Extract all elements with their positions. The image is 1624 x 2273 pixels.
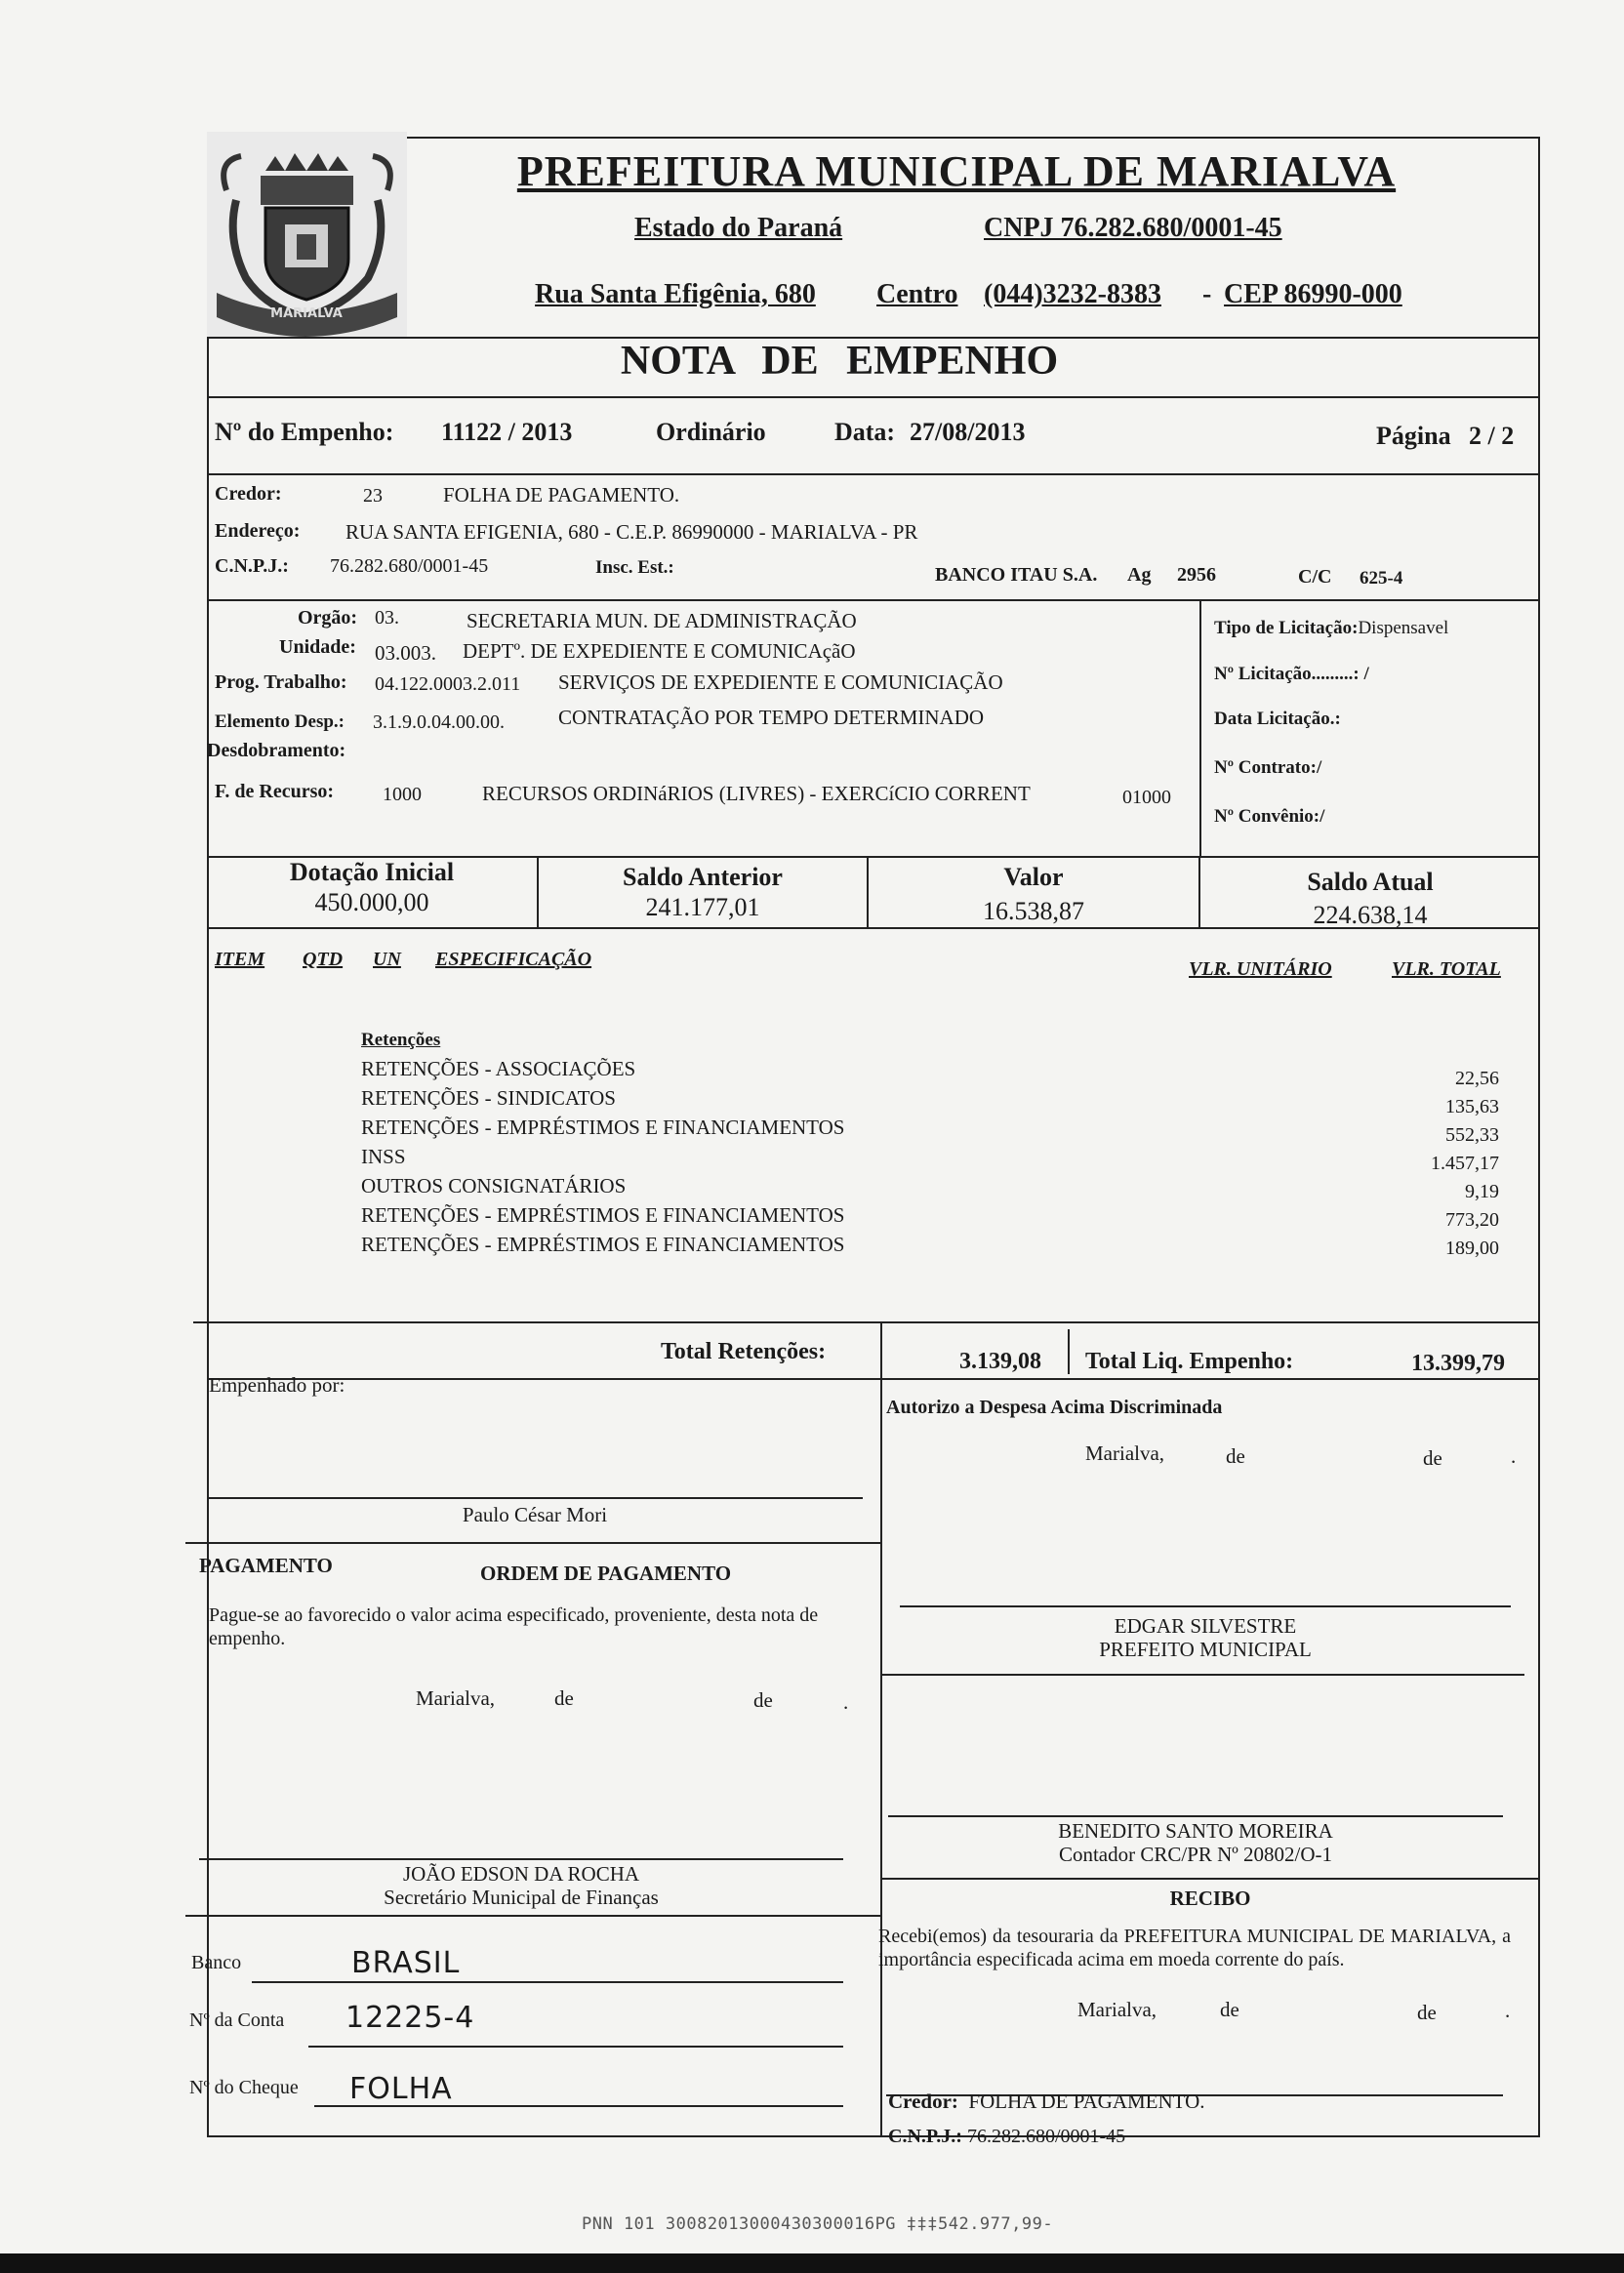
scan-edge	[0, 2253, 1624, 2273]
recibo-cnpj	[888, 2126, 1125, 2148]
recurso-sub: 01000	[1122, 787, 1171, 808]
divider	[185, 1915, 880, 1917]
prefeito-title: PREFEITO MUNICIPAL	[1099, 1638, 1312, 1661]
bank-cc: 625-4	[1360, 568, 1403, 589]
divider	[207, 396, 1540, 398]
divider	[1068, 1329, 1070, 1374]
credor-code: 23	[363, 485, 383, 507]
divider	[207, 1378, 1540, 1380]
total-liquido-label: Total Liq. Empenho:	[1085, 1349, 1294, 1374]
recurso-code: 1000	[383, 784, 422, 805]
total-liquido-value: 13.399,79	[1411, 1351, 1505, 1376]
conta-line	[308, 2046, 843, 2048]
empenho-number: 11122 / 2013	[441, 418, 573, 446]
prog-code: 04.122.0003.2.011	[375, 673, 521, 695]
bank-cc-label: C/C	[1298, 566, 1332, 588]
retencao-value: 189,00	[1445, 1238, 1499, 1259]
retencoes-title: Retenções	[361, 1030, 441, 1050]
secretario-name: JOÃO EDSON DA ROCHA	[402, 1862, 640, 1886]
retencoes-values	[1366, 1068, 1499, 1266]
conta-label: Nº da Conta	[189, 2009, 285, 2031]
recibo-text: Recebi(emos) da tesouraria da PREFEITURA MUNICIPAL DE MARIALVA, a importância especificada acima em moeda corrente do país.	[878, 1926, 1511, 1970]
divider	[207, 599, 1540, 601]
total-retencoes-value: 3.139,08	[959, 1349, 1041, 1374]
page-label: Página	[1376, 422, 1451, 450]
cheque-value: FOLHA	[349, 2072, 453, 2106]
retencao-value: 22,56	[1455, 1068, 1499, 1089]
empenho-type: Ordinário	[656, 418, 766, 446]
licitacao-tipo-value: Dispensavel	[1358, 618, 1449, 638]
recibo-credor-name: FOLHA DE PAGAMENTO.	[968, 2090, 1205, 2113]
recibo-cnpj-value: 76.282.680/0001-45	[966, 2126, 1126, 2147]
header-title: PREFEITURA MUNICIPAL DE MARIALVA	[516, 147, 1397, 195]
autorizo-period: .	[1511, 1444, 1517, 1468]
unidade-label: Unidade:	[279, 636, 356, 658]
empenhado-name: Paulo César Mori	[462, 1503, 608, 1526]
signature-line	[207, 1497, 863, 1499]
saldo-atual-value: 224.638,14	[1313, 901, 1428, 929]
credor-label: Credor:	[215, 483, 282, 505]
orgao-label: Orgão:	[298, 607, 358, 629]
divider	[185, 1542, 880, 1544]
header-state: Estado do Paraná	[634, 213, 843, 243]
retencao-value: 1.457,17	[1431, 1153, 1499, 1174]
recibo-credor-label: Credor:	[888, 2090, 958, 2113]
ordem-label: ORDEM DE PAGAMENTO	[480, 1562, 732, 1585]
dotacao-label: Dotação Inicial	[289, 858, 455, 886]
prog-label: Prog. Trabalho:	[215, 671, 347, 693]
divider	[207, 473, 1540, 475]
retencao-item: RETENÇÕES - EMPRÉSTIMOS E FINANCIAMENTOS	[361, 1116, 845, 1139]
header-cnpj: CNPJ 76.282.680/0001-45	[984, 213, 1282, 243]
pagamento-de1: de	[554, 1686, 574, 1710]
col-qtd: QTD	[303, 949, 344, 970]
conta-value: 12225-4	[345, 2001, 475, 2035]
credor-cnpj-label: C.N.P.J.:	[215, 555, 289, 577]
unidade-name: DEPTº. DE EXPEDIENTE E COMUNICAçãO	[463, 639, 856, 663]
divider	[880, 1878, 1540, 1880]
bank-ag: 2956	[1177, 564, 1216, 586]
autorizo-place: Marialva,	[1085, 1441, 1165, 1465]
divider	[880, 1321, 882, 1380]
valor-label: Valor	[1003, 863, 1064, 891]
credor-name: FOLHA DE PAGAMENTO.	[443, 483, 680, 507]
licitacao-tipo-label: Tipo de Licitação:	[1214, 618, 1359, 638]
licitacao-number: Nº Licitação.........: /	[1214, 664, 1369, 684]
credor-cnpj: 76.282.680/0001-45	[330, 555, 489, 577]
total-retencoes-label: Total Retenções:	[661, 1339, 827, 1364]
footer-code: PNN 101 30082013000430300016PG ‡‡‡542.977,99-	[582, 2214, 1054, 2234]
divider	[880, 1674, 1524, 1676]
page-number: 2 / 2	[1469, 422, 1515, 450]
signature-line	[199, 1858, 843, 1860]
header-dash: -	[1202, 279, 1212, 309]
empenho-date: 27/08/2013	[910, 418, 1026, 446]
bank-ag-label: Ag	[1127, 564, 1152, 586]
header-street: Rua Santa Efigênia, 680	[535, 279, 816, 309]
orgao-name: SECRETARIA MUN. DE ADMINISTRAÇÃO	[467, 609, 857, 632]
licitacao-tipo	[1214, 618, 1448, 639]
pagamento-de2: de	[753, 1688, 773, 1712]
recibo-credor	[888, 2090, 1205, 2114]
svg-text:MARIALVA: MARIALVA	[270, 306, 343, 321]
retencao-value: 9,19	[1465, 1181, 1499, 1202]
coat-of-arms-logo	[207, 132, 407, 337]
recurso-name: RECURSOS ORDINáRIOS (LIVRES) - EXERCíCIO CORRENT	[482, 782, 1031, 805]
secretario-title: Secretário Municipal de Finanças	[384, 1886, 659, 1909]
desdobramento-label: Desdobramento:	[207, 740, 346, 761]
prefeito-name: EDGAR SILVESTRE	[1114, 1614, 1297, 1638]
recibo-de2: de	[1417, 2001, 1437, 2024]
autorizo-text: Autorizo a Despesa Acima Discriminada	[886, 1397, 1223, 1418]
retencao-value: 773,20	[1445, 1209, 1499, 1231]
saldo-anterior-label: Saldo Anterior	[623, 863, 783, 891]
elemento-label: Elemento Desp.:	[215, 711, 345, 732]
dotacao-value: 450.000,00	[314, 888, 429, 916]
endereco-label: Endereço:	[215, 520, 301, 542]
divider	[193, 1321, 1540, 1323]
retencao-item: RETENÇÕES - ASSOCIAÇÕES	[361, 1057, 636, 1080]
unidade-code: 03.003.	[375, 641, 436, 665]
orgao-code: 03.	[375, 607, 399, 629]
bank-name: BANCO ITAU S.A.	[935, 564, 1098, 586]
elemento-name: CONTRATAÇÃO POR TEMPO DETERMINADO	[558, 706, 985, 729]
col-spec: ESPECIFICAÇÃO	[435, 949, 592, 970]
recurso-label: F. de Recurso:	[215, 781, 335, 802]
pagamento-period: .	[843, 1690, 849, 1714]
col-total-value: VLR. TOTAL	[1392, 958, 1501, 980]
retencao-item: RETENÇÕES - EMPRÉSTIMOS E FINANCIAMENTOS	[361, 1233, 845, 1256]
header-cep: CEP 86990-000	[1224, 279, 1402, 309]
contador-title: Contador CRC/PR Nº 20802/O-1	[1058, 1843, 1333, 1866]
recibo-cnpj-label: C.N.P.J.:	[888, 2126, 962, 2147]
col-item: ITEM	[215, 949, 265, 970]
retencao-value: 135,63	[1445, 1096, 1499, 1117]
retencao-item: INSS	[361, 1145, 406, 1168]
retencao-item: RETENÇÕES - EMPRÉSTIMOS E FINANCIAMENTOS	[361, 1203, 845, 1227]
header-district: Centro	[876, 279, 958, 309]
recibo-title: RECIBO	[1169, 1887, 1251, 1910]
retencao-value: 552,33	[1445, 1124, 1499, 1146]
saldo-anterior-value: 241.177,01	[645, 893, 760, 921]
recibo-de1: de	[1220, 1998, 1239, 2021]
header-phone: (044)3232-8383	[984, 279, 1161, 309]
recibo-place: Marialva,	[1077, 1998, 1157, 2021]
retencao-item: OUTROS CONSIGNATÁRIOS	[361, 1174, 627, 1197]
retencao-item: RETENÇÕES - SINDICATOS	[361, 1086, 616, 1110]
empenho-date-label: Data:	[834, 418, 896, 446]
signature-line	[900, 1605, 1511, 1607]
prog-name: SERVIÇOS DE EXPEDIENTE E COMUNICIAÇÃO	[558, 670, 1003, 694]
pagamento-label: PAGAMENTO	[199, 1554, 333, 1577]
insc-est-label: Insc. Est.:	[595, 557, 674, 578]
retencoes-list	[361, 1057, 844, 1262]
empenho-number-label: Nº do Empenho:	[215, 418, 394, 446]
elemento-code: 3.1.9.0.04.00.00.	[373, 711, 505, 733]
col-un: UN	[373, 949, 401, 970]
doc-title: NOTA DE EMPENHO	[620, 339, 1059, 384]
convenio-number: Nº Convênio:/	[1214, 806, 1325, 827]
endereco: RUA SANTA EFIGENIA, 680 - C.E.P. 86990000 - MARIALVA - PR	[345, 520, 918, 544]
pague-text: Pague-se ao favorecido o valor acima especificado, proveniente, desta nota de empenho.	[209, 1604, 819, 1649]
saldo-atual-label: Saldo Atual	[1307, 868, 1434, 896]
autorizo-de1: de	[1226, 1444, 1245, 1468]
divider	[1199, 599, 1201, 857]
autorizo-de2: de	[1423, 1446, 1442, 1470]
contrato-number: Nº Contrato:/	[1214, 757, 1322, 778]
banco-value: BRASIL	[351, 1946, 461, 1980]
contador-name: BENEDITO SANTO MOREIRA	[1058, 1819, 1333, 1843]
cheque-label: Nº do Cheque	[189, 2077, 299, 2098]
col-unit-value: VLR. UNITÁRIO	[1189, 958, 1332, 980]
valor-value: 16.538,87	[983, 897, 1084, 925]
signature-line	[888, 1815, 1503, 1817]
pagamento-place: Marialva,	[416, 1686, 496, 1710]
recibo-period: .	[1505, 1999, 1511, 2022]
licitacao-date: Data Licitação.:	[1214, 709, 1341, 729]
banco-label: Banco	[191, 1952, 242, 1973]
empenhado-label: Empenhado por:	[209, 1373, 345, 1397]
divider	[880, 1378, 882, 2137]
banco-line	[252, 1981, 843, 1983]
